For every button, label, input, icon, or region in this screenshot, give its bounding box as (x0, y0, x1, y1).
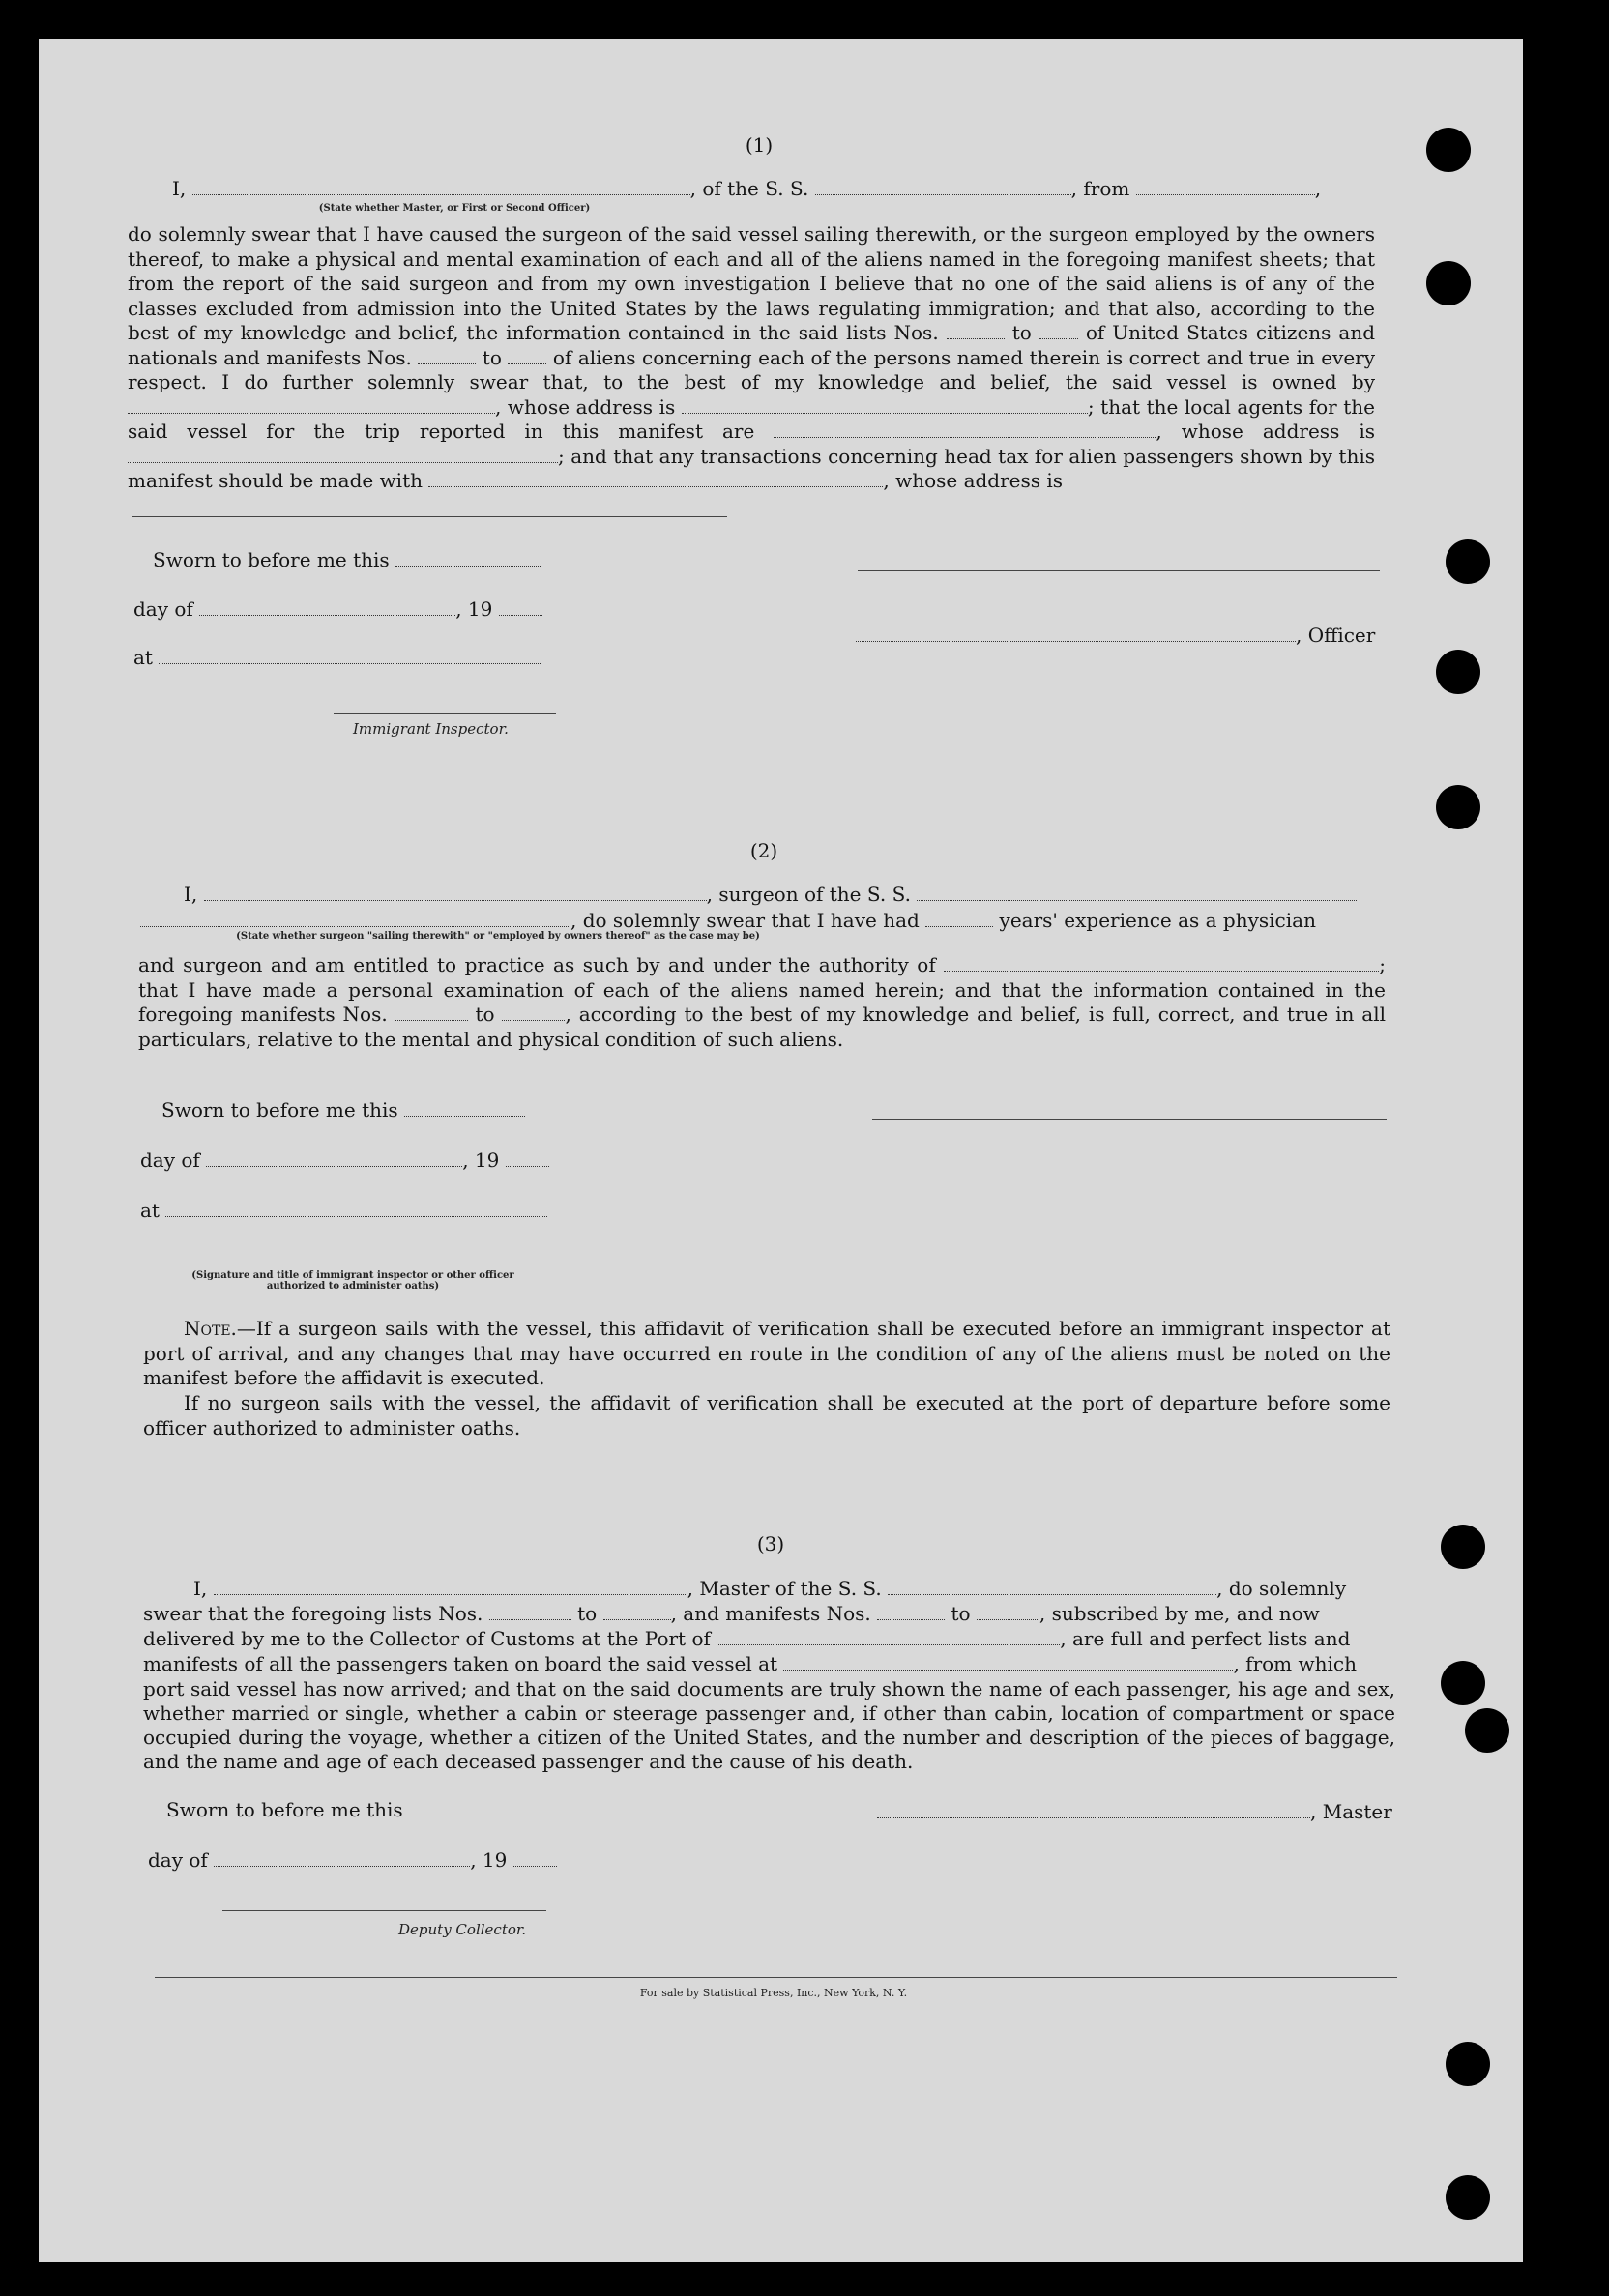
of-ss-label: , of the S. S. (689, 177, 809, 200)
to-label: to (475, 1003, 495, 1026)
section-1-oath-text: do solemnly swear that I have caused the surgeon of the said vessel sailing therewith, or the surgeon employed by the owners thereof, to make a physical and mental examination of each and all of the aliens named in the foregoing manifest sheets; that from the report of the said surgeon and from my own investigation I believe that no one of the said aliens is of any of the classes excluded from admission into the United States by the laws regulating immigration; and that also, according to the best of my knowledge and belief, the information contained in the said lists Nos. (128, 222, 1375, 344)
punch-hole (1446, 2175, 1490, 2220)
punch-hole (1436, 785, 1480, 829)
note-paragraph (143, 1317, 1390, 1391)
comma: , (1314, 177, 1322, 200)
head-tax-contact-field[interactable] (428, 473, 883, 487)
section-2-header-line (184, 883, 1357, 906)
surgeon-signature-line (872, 1119, 1387, 1120)
note-heading: Note. (184, 1317, 237, 1340)
year-field[interactable] (513, 1852, 557, 1867)
day-of-line-1 (133, 597, 542, 621)
master-label: , Master (1310, 1800, 1392, 1823)
to-label: to (577, 1602, 598, 1625)
authority-field[interactable] (944, 957, 1379, 972)
section-3-line-2 (143, 1602, 1320, 1625)
section-1-header-line (172, 177, 1321, 200)
at-label: at (140, 1199, 160, 1222)
note-text-2: If no surgeon sails with the vessel, the affidavit of verification shall be executed at the port of departure before some officer authorized to administer oaths. (143, 1391, 1390, 1439)
deputy-signature-line (222, 1910, 546, 1911)
condition-text: , according to the best of my knowledge and belief, is full, correct, and true in all particulars, relative to the mental and physical condition of such aliens. (138, 1003, 1387, 1051)
month-field[interactable] (206, 1152, 462, 1167)
deputy-collector-caption: Deputy Collector. (398, 1921, 527, 1938)
agents-address-field[interactable] (128, 449, 558, 463)
address-continuation-line (132, 516, 727, 517)
manifests-from-field[interactable] (877, 1606, 945, 1620)
owner-address-field[interactable] (682, 399, 1088, 414)
manifests-to-field[interactable] (502, 1006, 565, 1021)
month-field[interactable] (199, 601, 455, 616)
section-2-i: I, (184, 883, 198, 906)
year-field[interactable] (506, 1152, 549, 1167)
punch-hole (1446, 539, 1490, 584)
whose-address-label: , whose address is (883, 469, 1064, 492)
sworn-date-field[interactable] (409, 1802, 544, 1816)
punch-hole (1446, 2042, 1490, 2086)
surgeon-name-field[interactable] (204, 886, 707, 901)
master-of-label: , Master of the S. S. (687, 1577, 882, 1600)
note-paragraph-2 (143, 1391, 1390, 1440)
section-3-line-1 (193, 1577, 1346, 1600)
section-1-i: I, (172, 177, 187, 200)
lists-from-field[interactable] (489, 1606, 571, 1620)
year-prefix: , 19 (462, 1148, 500, 1172)
from-which-text: , from which (1233, 1652, 1357, 1675)
punch-hole (1441, 1525, 1485, 1569)
manifests-to-field[interactable] (977, 1606, 1039, 1620)
comma: , (1156, 420, 1162, 443)
officer-name-field[interactable] (192, 181, 690, 195)
surgeon-caption: (State whether surgeon "sailing therewith" or "employed by owners thereof" as the case may be) (236, 931, 760, 942)
sworn-label: Sworn to before me this (166, 1798, 403, 1821)
years-text: years' experience as a physician (999, 909, 1316, 932)
sworn-label: Sworn to before me this (153, 548, 390, 571)
section-1-body (128, 222, 1375, 494)
subscribed-text: , subscribed by me, and now (1039, 1602, 1320, 1625)
whose-address-label: whose address is (1181, 420, 1375, 443)
day-of-label: day of (140, 1148, 200, 1172)
surgeon-type-field[interactable] (140, 913, 570, 927)
from-port-field[interactable] (1136, 181, 1315, 195)
inspector-signature-caption: (Signature and title of immigrant inspector or other officer authorized to administer oaths) (191, 1270, 514, 1292)
aliens-text: of aliens concerning each of the persons named therein is correct and true in every respect. I do further solemnly swear that, to the best of my knowledge and belief, the said vessel is owned by (128, 345, 1376, 393)
manifests-from-field[interactable] (395, 1006, 468, 1021)
officer-signature-field[interactable] (856, 627, 1296, 642)
section-2-body (138, 953, 1386, 1052)
swear-text: swear that the foregoing lists Nos. (143, 1602, 483, 1625)
year-prefix: , 19 (470, 1848, 508, 1872)
day-of-line-2 (140, 1148, 549, 1172)
master-vessel-field[interactable] (888, 1581, 1216, 1595)
boarding-port-field[interactable] (783, 1656, 1233, 1671)
punch-hole (1436, 650, 1480, 694)
semicolon: ; (1087, 394, 1095, 419)
master-name-field[interactable] (214, 1581, 687, 1595)
to-label: to (482, 345, 502, 369)
years-experience-field[interactable] (925, 913, 993, 927)
officer-label: , Officer (1296, 624, 1376, 647)
head-tax-text: ; and that any transactions concerning head tax for alien passengers shown by this manifest should be made with (128, 444, 1375, 492)
lists-to-field[interactable] (1039, 325, 1078, 339)
punch-hole (1426, 128, 1471, 172)
immigrant-inspector-caption: Immigrant Inspector. (353, 720, 509, 738)
local-agents-field[interactable] (774, 423, 1156, 438)
to-label: to (951, 1602, 971, 1625)
punch-hole (1426, 261, 1471, 305)
year-prefix: , 19 (455, 597, 493, 621)
note-text-1: —If a surgeon sails with the vessel, this affidavit of verification shall be executed before an immigrant inspector at port of arrival, and any changes that may have occurred en route in the condition of any of the aliens must be noted on the manifest before the affidavit is executed. (143, 1317, 1390, 1389)
full-text: , are full and perfect lists and (1060, 1627, 1351, 1650)
day-of-label: day of (148, 1848, 208, 1872)
section-3-line-4 (143, 1652, 1357, 1675)
sworn-date-field[interactable] (404, 1102, 525, 1117)
semicolon: ; (1379, 953, 1386, 976)
do-solemnly-text: , do solemnly (1216, 1577, 1347, 1600)
delivered-text: delivered by me to the Collector of Customs at the Port of (143, 1627, 711, 1650)
inspector-signature-line (334, 713, 556, 714)
manifests-from-field[interactable] (418, 350, 476, 364)
footer-imprint: For sale by Statistical Press, Inc., New York, N. Y. (639, 1987, 908, 1999)
sworn-line-3 (166, 1798, 544, 1821)
at-line-1 (133, 646, 541, 669)
signature-line (858, 570, 1380, 571)
section-3-body (143, 1677, 1395, 1774)
section-3-i: I, (193, 1577, 208, 1600)
punch-hole (1441, 1661, 1485, 1705)
and-manifests-text: , and manifests Nos. (670, 1602, 871, 1625)
to-label: to (1011, 321, 1032, 344)
section-1-number: (1) (745, 133, 774, 157)
lists-to-field[interactable] (603, 1606, 671, 1620)
lists-from-field[interactable] (947, 325, 1005, 339)
whose-address-label: , whose address is (495, 394, 676, 419)
solemnly-text: , do solemnly swear that I have had (570, 909, 920, 932)
vessel-name-field[interactable] (815, 181, 1071, 195)
manifests-to-field[interactable] (508, 350, 546, 364)
owner-field[interactable] (128, 399, 495, 414)
day-of-label: day of (133, 597, 193, 621)
master-line (877, 1800, 1392, 1823)
at-place-field[interactable] (159, 650, 541, 664)
sworn-date-field[interactable] (395, 552, 541, 567)
examination-text: that I have made a personal examination of each of the aliens named herein; and that the information contained in the foregoing manifests Nos. (138, 977, 1386, 1026)
section-3-body-text: port said vessel has now arrived; and that on the said documents are truly shown the name of each passenger, his age and sex, whether married or single, whether a cabin or steerage passenger and, if other than cabin, location of compartment or space occupied during the voyage, whether a citizen of the United States, and the number and description of the pieces of baggage, and the name and age of each deceased passenger and the cause of his death. (143, 1677, 1395, 1773)
master-signature-field[interactable] (877, 1804, 1310, 1818)
port-field[interactable] (717, 1631, 1060, 1645)
section-2-number: (2) (749, 839, 778, 862)
sworn-line-1 (153, 548, 541, 571)
section-3-number: (3) (756, 1532, 785, 1555)
surgeon-of-label: , surgeon of the S. S. (706, 883, 911, 906)
month-field[interactable] (214, 1852, 470, 1867)
day-of-line-3 (148, 1848, 557, 1872)
officer-caption: (State whether Master, or First or Second Officer) (318, 203, 591, 214)
footer-rule (155, 1977, 1397, 1978)
officer-line (856, 624, 1375, 647)
at-place-field[interactable] (165, 1203, 547, 1217)
authority-text: and surgeon and am entitled to practice as such by and under the authority of (138, 953, 936, 976)
surgeon-vessel-field[interactable] (917, 886, 1357, 901)
manifests-all-text: manifests of all the passengers taken on board the said vessel at (143, 1652, 778, 1675)
at-line-2 (140, 1199, 547, 1222)
section-2-second-line (140, 909, 1316, 932)
us-citizens-text: of United States citizens and nationals and manifests Nos. (128, 321, 1376, 369)
from-label: , from (1070, 177, 1130, 200)
section-3-line-3 (143, 1627, 1350, 1650)
sworn-line-2 (161, 1098, 525, 1121)
punch-hole (1465, 1708, 1509, 1753)
local-agents-text: that the local agents for the said vessel for the trip reported in this manifest are (128, 394, 1376, 443)
sworn-label: Sworn to before me this (161, 1098, 398, 1121)
at-label: at (133, 646, 153, 669)
year-field[interactable] (499, 601, 542, 616)
